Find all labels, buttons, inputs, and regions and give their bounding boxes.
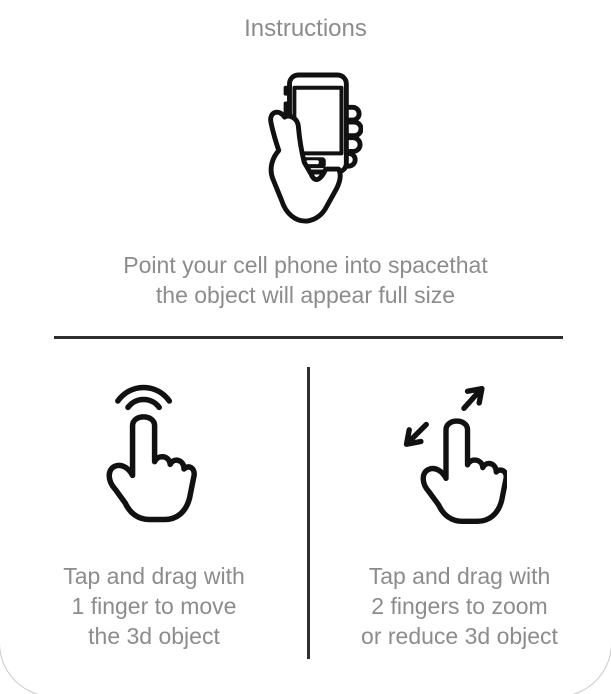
move-caption-line-2: 1 finger to move xyxy=(71,593,237,619)
move-instruction xyxy=(0,339,308,694)
two-finger-zoom-icon xyxy=(308,367,611,525)
intro-text xyxy=(0,250,611,310)
zoom-caption xyxy=(308,561,611,651)
page-title: Instructions xyxy=(244,15,367,42)
zoom-caption-line-2: 2 fingers to zoom xyxy=(371,593,548,619)
one-finger-tap-icon xyxy=(0,367,308,525)
vertical-divider xyxy=(307,367,310,659)
hand-holding-phone-icon xyxy=(0,72,611,224)
zoom-caption-line-1: Tap and drag with xyxy=(368,563,551,589)
intro-line-2: the object will appear full size xyxy=(155,282,456,308)
gesture-columns xyxy=(0,339,611,694)
move-caption-line-3: the 3d object xyxy=(88,623,220,649)
move-caption-line-1: Tap and drag with xyxy=(63,563,245,589)
zoom-instruction xyxy=(308,339,611,694)
zoom-caption-line-3: or reduce 3d object xyxy=(361,623,558,649)
intro-line-1: Point your cell phone into spacethat xyxy=(123,252,488,278)
move-caption xyxy=(0,561,308,651)
